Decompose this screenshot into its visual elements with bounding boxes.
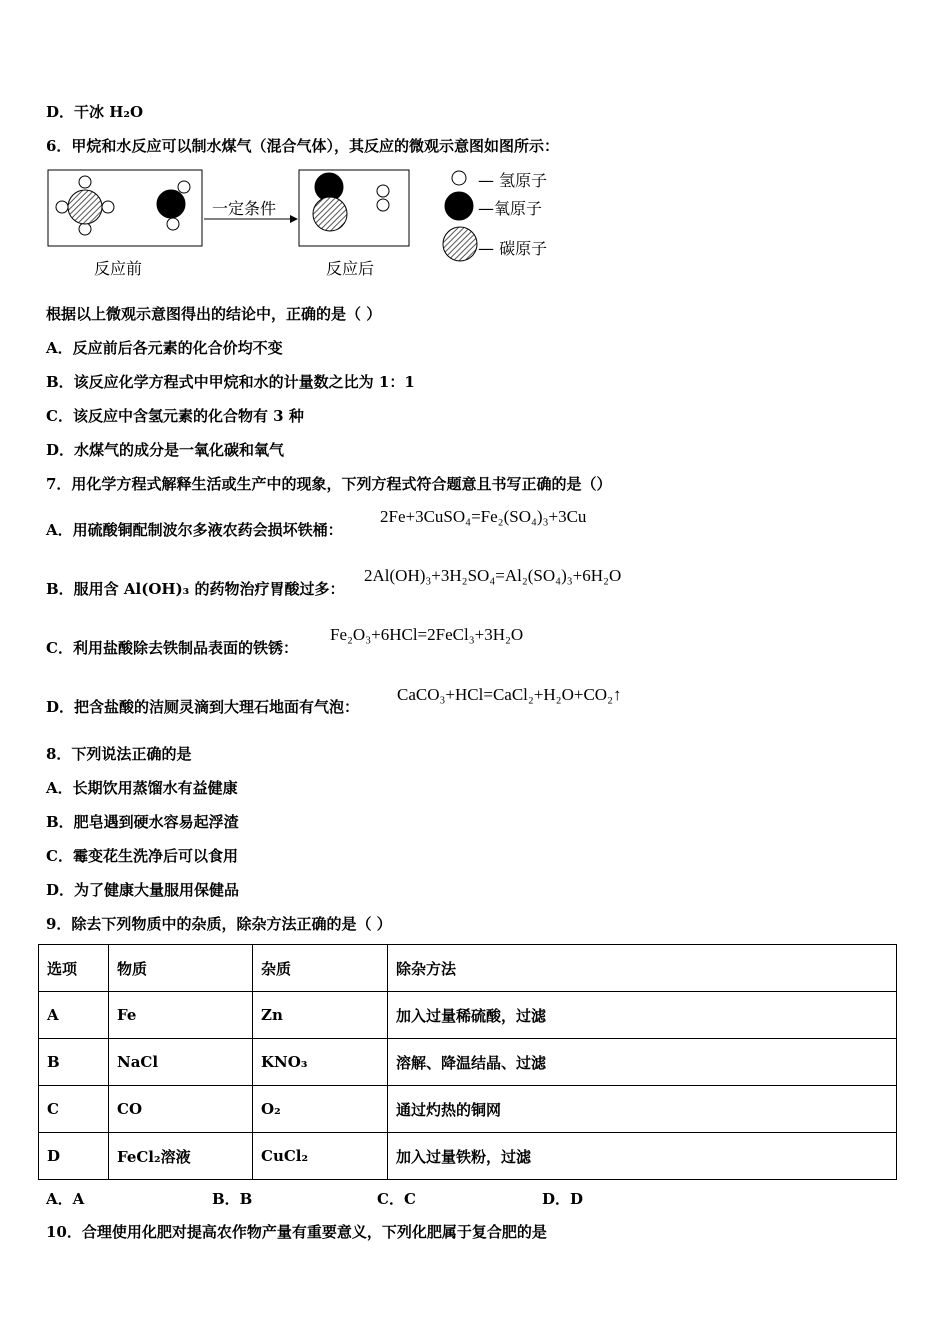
q8-option-b: B．肥皂遇到硬水容易起浮渣 bbox=[46, 813, 239, 831]
q9-answer-d: D．D bbox=[542, 1190, 584, 1208]
table-cell: O₂ bbox=[253, 1086, 388, 1133]
arrow-label: 一定条件 bbox=[212, 199, 277, 218]
hydrogen-atom bbox=[377, 199, 389, 211]
q10-stem: 10．合理使用化肥对提高农作物产量有重要意义，下列化肥属于复合肥的是 bbox=[46, 1223, 547, 1241]
q7-equation-c: Fe₂O₃+6HCl=2FeCl₃+3H₂O bbox=[330, 625, 524, 644]
q9-answer-c: C．C bbox=[377, 1190, 416, 1208]
carbon-atom bbox=[313, 197, 347, 231]
q7-equation-d: CaCO₃+HCl=CaCl₂+H₂O+CO₂↑ bbox=[397, 685, 622, 704]
hydrogen-atom bbox=[56, 201, 68, 213]
table-header-row bbox=[39, 945, 897, 992]
table-row bbox=[39, 1133, 897, 1180]
table-cell: C bbox=[39, 1086, 109, 1133]
hydrogen-atom bbox=[377, 185, 389, 197]
q9-stem: 9．除去下列物质中的杂质，除杂方法正确的是（ ） bbox=[46, 915, 392, 933]
hydrogen-atom bbox=[178, 181, 190, 193]
legend-hydrogen-label: — 氢原子 bbox=[478, 171, 548, 190]
q9-answer-b: B．B bbox=[212, 1190, 253, 1208]
table-cell: CuCl₂ bbox=[253, 1133, 388, 1180]
q6-option-d: D．水煤气的成分是一氧化碳和氧气 bbox=[46, 441, 285, 459]
table-cell: FeCl₂溶液 bbox=[109, 1133, 253, 1180]
arrow-head-icon bbox=[290, 215, 298, 223]
q8-option-c: C．霉变花生洗净后可以食用 bbox=[46, 847, 238, 865]
table-cell: B bbox=[39, 1039, 109, 1086]
legend-carbon-label: — 碳原子 bbox=[478, 239, 548, 258]
table-row bbox=[39, 1086, 897, 1133]
table-cell: CO bbox=[109, 1086, 253, 1133]
oxygen-atom bbox=[157, 190, 185, 218]
hydrogen-atom bbox=[79, 223, 91, 235]
legend-carbon-icon bbox=[443, 227, 477, 261]
table-cell: Fe bbox=[109, 992, 253, 1039]
q6-option-c: C．该反应中含氢元素的化合物有 3 种 bbox=[46, 407, 304, 425]
before-label: 反应前 bbox=[94, 259, 143, 278]
table-cell: 加入过量稀硫酸，过滤 bbox=[388, 992, 897, 1039]
table-header: 物质 bbox=[109, 945, 253, 992]
q6-option-b: B．该反应化学方程式中甲烷和水的计量数之比为 1：1 bbox=[46, 373, 415, 391]
q8-option-a: A．长期饮用蒸馏水有益健康 bbox=[46, 779, 238, 797]
q7-equation-b: 2Al(OH)₃+3H₂SO₄=Al₂(SO₄)₃+6H₂O bbox=[364, 566, 622, 585]
q7-option-a: A．用硫酸铜配制波尔多液农药会损坏铁桶： bbox=[46, 521, 343, 539]
legend-hydrogen-icon bbox=[452, 171, 466, 185]
legend-oxygen-label: —氧原子 bbox=[478, 199, 543, 218]
table-cell: 溶解、降温结晶、过滤 bbox=[388, 1039, 897, 1086]
table-cell: KNO₃ bbox=[253, 1039, 388, 1086]
q6-stem: 6．甲烷和水反应可以制水煤气（混合气体），其反应的微观示意图如图所示： bbox=[46, 137, 559, 155]
q6-option-a: A．反应前后各元素的化合价均不变 bbox=[46, 339, 283, 357]
table-cell: D bbox=[39, 1133, 109, 1180]
q7-stem: 7．用化学方程式解释生活或生产中的现象，下列方程式符合题意且书写正确的是（） bbox=[46, 475, 612, 493]
table-cell: NaCl bbox=[109, 1039, 253, 1086]
table-row bbox=[39, 1039, 897, 1086]
q7-option-c: C．利用盐酸除去铁制品表面的铁锈： bbox=[46, 639, 298, 657]
carbon-atom bbox=[68, 190, 102, 224]
q9-answer-a: A．A bbox=[46, 1190, 85, 1208]
table-header: 杂质 bbox=[253, 945, 388, 992]
table-cell: Zn bbox=[253, 992, 388, 1039]
hydrogen-atom bbox=[79, 176, 91, 188]
q6-question: 根据以上微观示意图得出的结论中，正确的是（ ） bbox=[46, 305, 382, 323]
after-label: 反应后 bbox=[326, 259, 375, 278]
table-cell: A bbox=[39, 992, 109, 1039]
table-header: 除杂方法 bbox=[388, 945, 897, 992]
q9-table bbox=[38, 944, 897, 1180]
q7-equation-a: 2Fe+3CuSO₄=Fe₂(SO₄)₃+3Cu bbox=[380, 507, 587, 526]
table-row bbox=[39, 992, 897, 1039]
q7-option-b: B．服用含 Al(OH)₃ 的药物治疗胃酸过多： bbox=[46, 580, 345, 598]
legend-oxygen-icon bbox=[445, 192, 473, 220]
table-cell: 加入过量铁粉，过滤 bbox=[388, 1133, 897, 1180]
table-header: 选项 bbox=[39, 945, 109, 992]
hydrogen-atom bbox=[167, 218, 179, 230]
q8-option-d: D．为了健康大量服用保健品 bbox=[46, 881, 240, 899]
q8-stem: 8．下列说法正确的是 bbox=[46, 745, 192, 763]
table-cell: 通过灼热的铜网 bbox=[388, 1086, 897, 1133]
q5-option-d: D．干冰 H₂O bbox=[46, 103, 144, 121]
q7-option-d: D．把含盐酸的洁厕灵滴到大理石地面有气泡： bbox=[46, 698, 360, 716]
hydrogen-atom bbox=[102, 201, 114, 213]
